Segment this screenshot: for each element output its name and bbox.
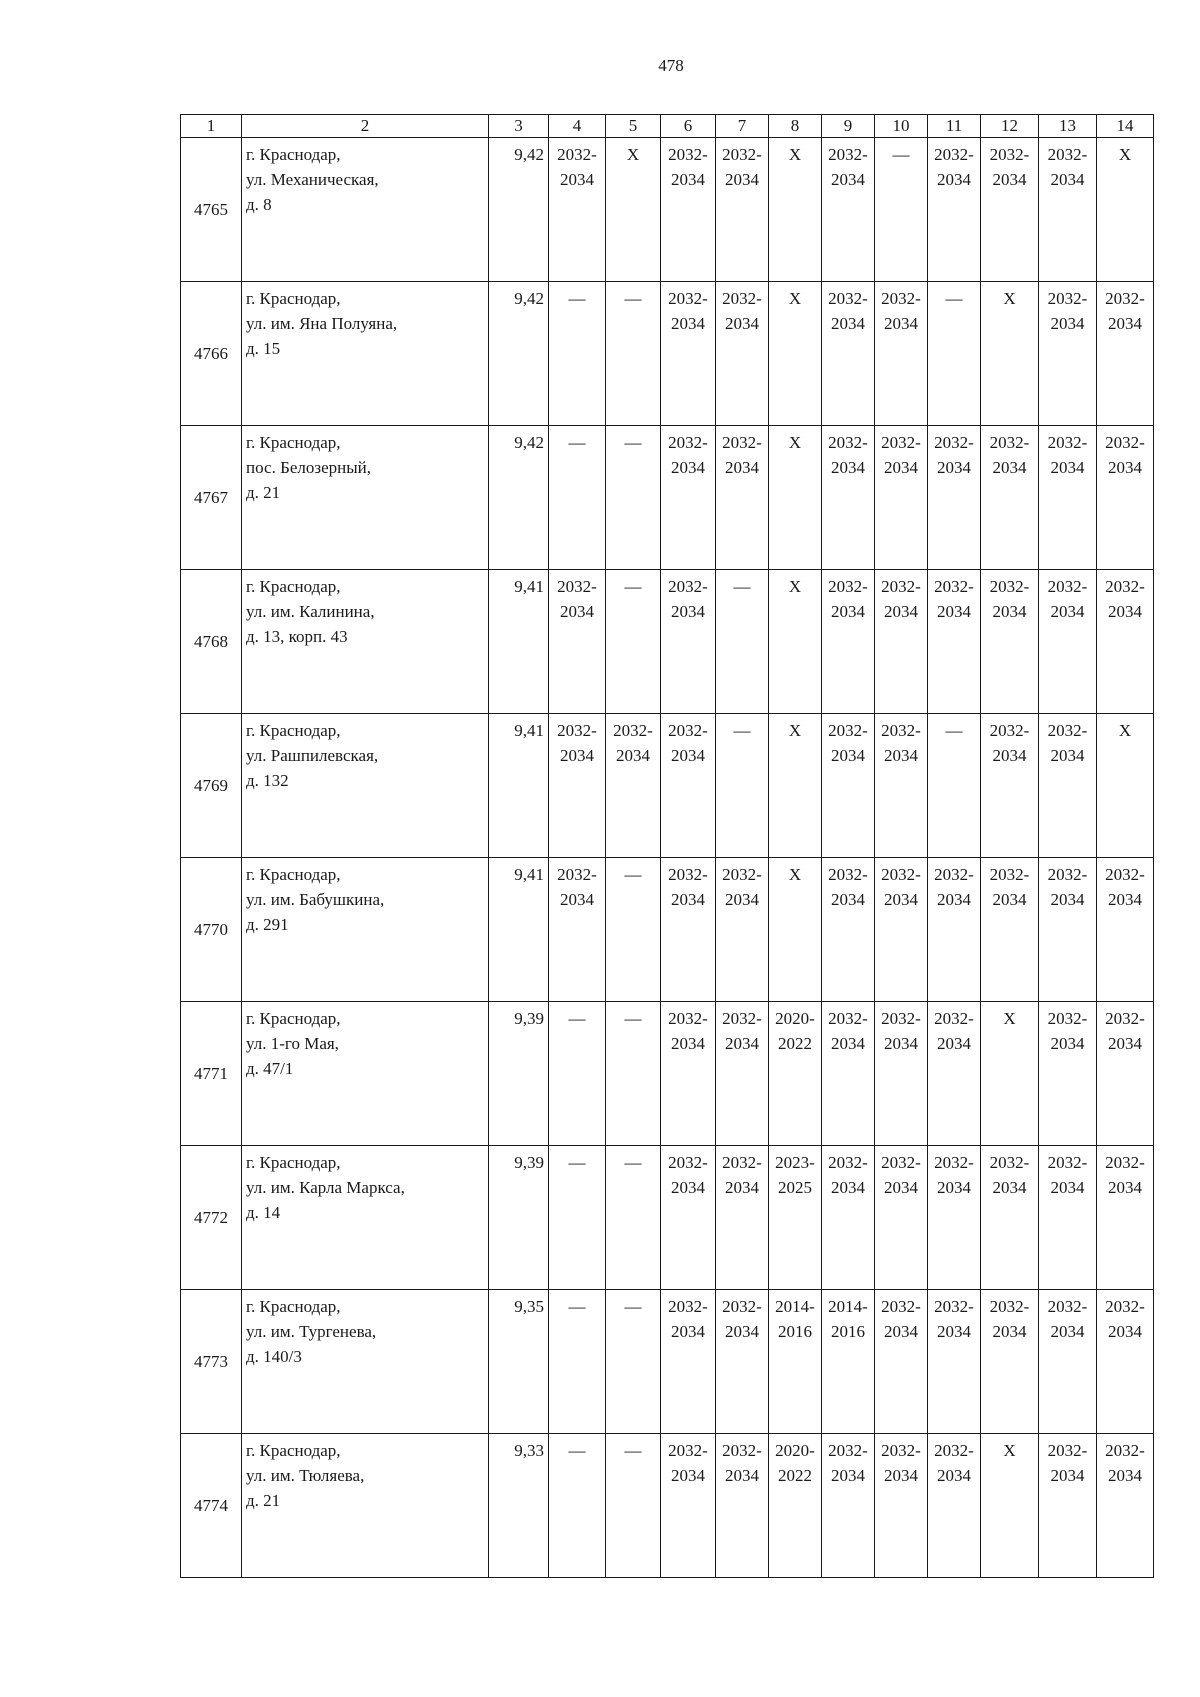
period-cell-col-4: —: [549, 426, 606, 570]
address-line: д. 47/1: [246, 1059, 294, 1078]
row-number: 4766: [181, 282, 242, 426]
address-cell: [242, 426, 489, 570]
address-line: г. Краснодар,: [246, 1441, 341, 1460]
table-row: [181, 282, 1154, 426]
period-cell-col-9: 2032- 2034: [822, 570, 875, 714]
period-cell-col-11: 2032- 2034: [928, 1146, 981, 1290]
table-row: [181, 714, 1154, 858]
value-cell: 9,42: [489, 282, 549, 426]
address-line: д. 132: [246, 771, 289, 790]
column-header-12: 12: [981, 115, 1039, 138]
period-cell-col-11: 2032- 2034: [928, 1434, 981, 1578]
period-cell-col-10: —: [875, 138, 928, 282]
period-cell-col-7: 2032- 2034: [716, 1290, 769, 1434]
row-number: 4772: [181, 1146, 242, 1290]
address-line: г. Краснодар,: [246, 577, 341, 596]
period-cell-col-14: 2032- 2034: [1097, 570, 1154, 714]
address-line: ул. Рашпилевская,: [246, 746, 379, 765]
period-cell-col-5: —: [606, 1434, 661, 1578]
column-header-2: 2: [242, 115, 489, 138]
address-cell: [242, 1434, 489, 1578]
value-cell: 9,42: [489, 426, 549, 570]
period-cell-col-5: —: [606, 282, 661, 426]
period-cell-col-11: 2032- 2034: [928, 138, 981, 282]
value-cell: 9,33: [489, 1434, 549, 1578]
table-row: [181, 1002, 1154, 1146]
table-body: [181, 138, 1154, 1578]
period-cell-col-4: 2032- 2034: [549, 570, 606, 714]
period-cell-col-5: —: [606, 858, 661, 1002]
table-row: [181, 1434, 1154, 1578]
address-line: г. Краснодар,: [246, 1009, 341, 1028]
period-cell-col-4: 2032- 2034: [549, 138, 606, 282]
value-cell: 9,42: [489, 138, 549, 282]
period-cell-col-4: 2032- 2034: [549, 858, 606, 1002]
value-cell: 9,39: [489, 1146, 549, 1290]
period-cell-col-12: Х: [981, 282, 1039, 426]
table-row: [181, 426, 1154, 570]
period-cell-col-13: 2032- 2034: [1039, 1146, 1097, 1290]
period-cell-col-10: 2032- 2034: [875, 1002, 928, 1146]
table-header: [181, 115, 1154, 138]
period-cell-col-14: 2032- 2034: [1097, 858, 1154, 1002]
column-header-10: 10: [875, 115, 928, 138]
period-cell-col-6: 2032- 2034: [661, 1146, 716, 1290]
period-cell-col-12: 2032- 2034: [981, 714, 1039, 858]
period-cell-col-13: 2032- 2034: [1039, 714, 1097, 858]
period-cell-col-7: 2032- 2034: [716, 1002, 769, 1146]
period-cell-col-13: 2032- 2034: [1039, 570, 1097, 714]
period-cell-col-14: Х: [1097, 714, 1154, 858]
address-line: г. Краснодар,: [246, 865, 341, 884]
period-cell-col-5: 2032- 2034: [606, 714, 661, 858]
row-number: 4773: [181, 1290, 242, 1434]
period-cell-col-12: 2032- 2034: [981, 570, 1039, 714]
period-cell-col-10: 2032- 2034: [875, 1146, 928, 1290]
column-header-5: 5: [606, 115, 661, 138]
period-cell-col-14: 2032- 2034: [1097, 282, 1154, 426]
address-line: д. 21: [246, 1491, 281, 1510]
period-cell-col-6: 2032- 2034: [661, 282, 716, 426]
period-cell-col-7: 2032- 2034: [716, 1434, 769, 1578]
address-cell: [242, 858, 489, 1002]
period-cell-col-6: 2032- 2034: [661, 714, 716, 858]
table-row: [181, 858, 1154, 1002]
period-cell-col-13: 2032- 2034: [1039, 1434, 1097, 1578]
period-cell-col-11: 2032- 2034: [928, 1290, 981, 1434]
period-cell-col-4: —: [549, 1002, 606, 1146]
period-cell-col-9: 2032- 2034: [822, 138, 875, 282]
table-row: [181, 570, 1154, 714]
column-header-11: 11: [928, 115, 981, 138]
period-cell-col-7: 2032- 2034: [716, 858, 769, 1002]
address-cell: [242, 1002, 489, 1146]
period-cell-col-9: 2032- 2034: [822, 858, 875, 1002]
period-cell-col-13: 2032- 2034: [1039, 1002, 1097, 1146]
address-line: г. Краснодар,: [246, 1297, 341, 1316]
period-cell-col-14: 2032- 2034: [1097, 1290, 1154, 1434]
period-cell-col-11: 2032- 2034: [928, 426, 981, 570]
period-cell-col-12: 2032- 2034: [981, 1290, 1039, 1434]
period-cell-col-11: 2032- 2034: [928, 1002, 981, 1146]
address-line: д. 140/3: [246, 1347, 302, 1366]
period-cell-col-12: 2032- 2034: [981, 426, 1039, 570]
period-cell-col-4: —: [549, 1146, 606, 1290]
address-cell: [242, 714, 489, 858]
period-cell-col-12: Х: [981, 1434, 1039, 1578]
period-cell-col-12: 2032- 2034: [981, 1146, 1039, 1290]
column-header-4: 4: [549, 115, 606, 138]
period-cell-col-9: 2014- 2016: [822, 1290, 875, 1434]
period-cell-col-11: 2032- 2034: [928, 570, 981, 714]
value-cell: 9,41: [489, 714, 549, 858]
address-line: г. Краснодар,: [246, 1153, 341, 1172]
period-cell-col-8: 2014- 2016: [769, 1290, 822, 1434]
period-cell-col-7: 2032- 2034: [716, 282, 769, 426]
period-cell-col-13: 2032- 2034: [1039, 1290, 1097, 1434]
period-cell-col-8: 2020- 2022: [769, 1002, 822, 1146]
value-cell: 9,41: [489, 570, 549, 714]
row-number: 4769: [181, 714, 242, 858]
period-cell-col-8: Х: [769, 570, 822, 714]
period-cell-col-8: Х: [769, 138, 822, 282]
address-cell: [242, 138, 489, 282]
period-cell-col-8: Х: [769, 858, 822, 1002]
period-cell-col-10: 2032- 2034: [875, 570, 928, 714]
address-line: ул. им. Карла Маркса,: [246, 1178, 405, 1197]
period-cell-col-5: —: [606, 1146, 661, 1290]
address-cell: [242, 1290, 489, 1434]
column-header-3: 3: [489, 115, 549, 138]
period-cell-col-13: 2032- 2034: [1039, 282, 1097, 426]
period-cell-col-10: 2032- 2034: [875, 282, 928, 426]
value-cell: 9,41: [489, 858, 549, 1002]
address-line: ул. им. Калинина,: [246, 602, 375, 621]
period-cell-col-7: 2032- 2034: [716, 138, 769, 282]
period-cell-col-9: 2032- 2034: [822, 714, 875, 858]
address-line: д. 13, корп. 43: [246, 627, 348, 646]
address-cell: [242, 282, 489, 426]
period-cell-col-13: 2032- 2034: [1039, 858, 1097, 1002]
period-cell-col-10: 2032- 2034: [875, 858, 928, 1002]
row-number: 4765: [181, 138, 242, 282]
address-line: ул. им. Тургенева,: [246, 1322, 377, 1341]
address-line: ул. им. Тюляева,: [246, 1466, 365, 1485]
period-cell-col-13: 2032- 2034: [1039, 138, 1097, 282]
table-row: [181, 1290, 1154, 1434]
period-cell-col-9: 2032- 2034: [822, 1434, 875, 1578]
row-number: 4774: [181, 1434, 242, 1578]
column-header-13: 13: [1039, 115, 1097, 138]
address-line: д. 21: [246, 483, 281, 502]
address-line: г. Краснодар,: [246, 289, 341, 308]
period-cell-col-9: 2032- 2034: [822, 426, 875, 570]
period-cell-col-10: 2032- 2034: [875, 714, 928, 858]
period-cell-col-9: 2032- 2034: [822, 282, 875, 426]
period-cell-col-5: —: [606, 1290, 661, 1434]
period-cell-col-6: 2032- 2034: [661, 858, 716, 1002]
address-line: д. 8: [246, 195, 272, 214]
period-cell-col-13: 2032- 2034: [1039, 426, 1097, 570]
period-cell-col-6: 2032- 2034: [661, 1290, 716, 1434]
period-cell-col-12: 2032- 2034: [981, 138, 1039, 282]
period-cell-col-5: —: [606, 426, 661, 570]
column-header-9: 9: [822, 115, 875, 138]
period-cell-col-10: 2032- 2034: [875, 1290, 928, 1434]
period-cell-col-14: Х: [1097, 138, 1154, 282]
column-header-1: 1: [181, 115, 242, 138]
period-cell-col-6: 2032- 2034: [661, 1434, 716, 1578]
table-row: [181, 1146, 1154, 1290]
period-cell-col-11: —: [928, 282, 981, 426]
period-cell-col-14: 2032- 2034: [1097, 426, 1154, 570]
period-cell-col-7: 2032- 2034: [716, 426, 769, 570]
address-line: д. 15: [246, 339, 281, 358]
address-line: г. Краснодар,: [246, 721, 341, 740]
column-header-6: 6: [661, 115, 716, 138]
column-header-14: 14: [1097, 115, 1154, 138]
row-number: 4767: [181, 426, 242, 570]
period-cell-col-7: 2032- 2034: [716, 1146, 769, 1290]
period-cell-col-10: 2032- 2034: [875, 1434, 928, 1578]
period-cell-col-8: Х: [769, 282, 822, 426]
value-cell: 9,39: [489, 1002, 549, 1146]
period-cell-col-11: —: [928, 714, 981, 858]
period-cell-col-12: Х: [981, 1002, 1039, 1146]
value-cell: 9,35: [489, 1290, 549, 1434]
period-cell-col-4: 2032- 2034: [549, 714, 606, 858]
address-line: ул. им. Яна Полуяна,: [246, 314, 398, 333]
period-cell-col-14: 2032- 2034: [1097, 1146, 1154, 1290]
page-number: 478: [658, 56, 684, 75]
period-cell-col-4: —: [549, 1290, 606, 1434]
period-cell-col-14: 2032- 2034: [1097, 1434, 1154, 1578]
period-cell-col-9: 2032- 2034: [822, 1002, 875, 1146]
period-cell-col-5: —: [606, 1002, 661, 1146]
period-cell-col-8: Х: [769, 426, 822, 570]
column-header-8: 8: [769, 115, 822, 138]
period-cell-col-8: 2023- 2025: [769, 1146, 822, 1290]
period-cell-col-14: 2032- 2034: [1097, 1002, 1154, 1146]
period-cell-col-6: 2032- 2034: [661, 570, 716, 714]
period-cell-col-4: —: [549, 1434, 606, 1578]
header-row: [181, 115, 1154, 138]
row-number: 4771: [181, 1002, 242, 1146]
column-header-7: 7: [716, 115, 769, 138]
row-number: 4770: [181, 858, 242, 1002]
table-row: [181, 138, 1154, 282]
period-cell-col-7: —: [716, 570, 769, 714]
period-cell-col-5: —: [606, 570, 661, 714]
period-cell-col-12: 2032- 2034: [981, 858, 1039, 1002]
period-cell-col-10: 2032- 2034: [875, 426, 928, 570]
period-cell-col-7: —: [716, 714, 769, 858]
period-cell-col-8: 2020- 2022: [769, 1434, 822, 1578]
address-line: ул. Механическая,: [246, 170, 379, 189]
address-line: д. 14: [246, 1203, 281, 1222]
period-cell-col-6: 2032- 2034: [661, 1002, 716, 1146]
address-line: ул. им. Бабушкина,: [246, 890, 385, 909]
period-cell-col-4: —: [549, 282, 606, 426]
data-table: [180, 114, 1154, 1578]
address-cell: [242, 1146, 489, 1290]
address-line: г. Краснодар,: [246, 433, 341, 452]
row-number: 4768: [181, 570, 242, 714]
address-line: пос. Белозерный,: [246, 458, 371, 477]
period-cell-col-5: Х: [606, 138, 661, 282]
period-cell-col-6: 2032- 2034: [661, 138, 716, 282]
period-cell-col-9: 2032- 2034: [822, 1146, 875, 1290]
address-line: г. Краснодар,: [246, 145, 341, 164]
period-cell-col-6: 2032- 2034: [661, 426, 716, 570]
period-cell-col-8: Х: [769, 714, 822, 858]
address-cell: [242, 570, 489, 714]
period-cell-col-11: 2032- 2034: [928, 858, 981, 1002]
address-line: ул. 1-го Мая,: [246, 1034, 339, 1053]
address-line: д. 291: [246, 915, 289, 934]
